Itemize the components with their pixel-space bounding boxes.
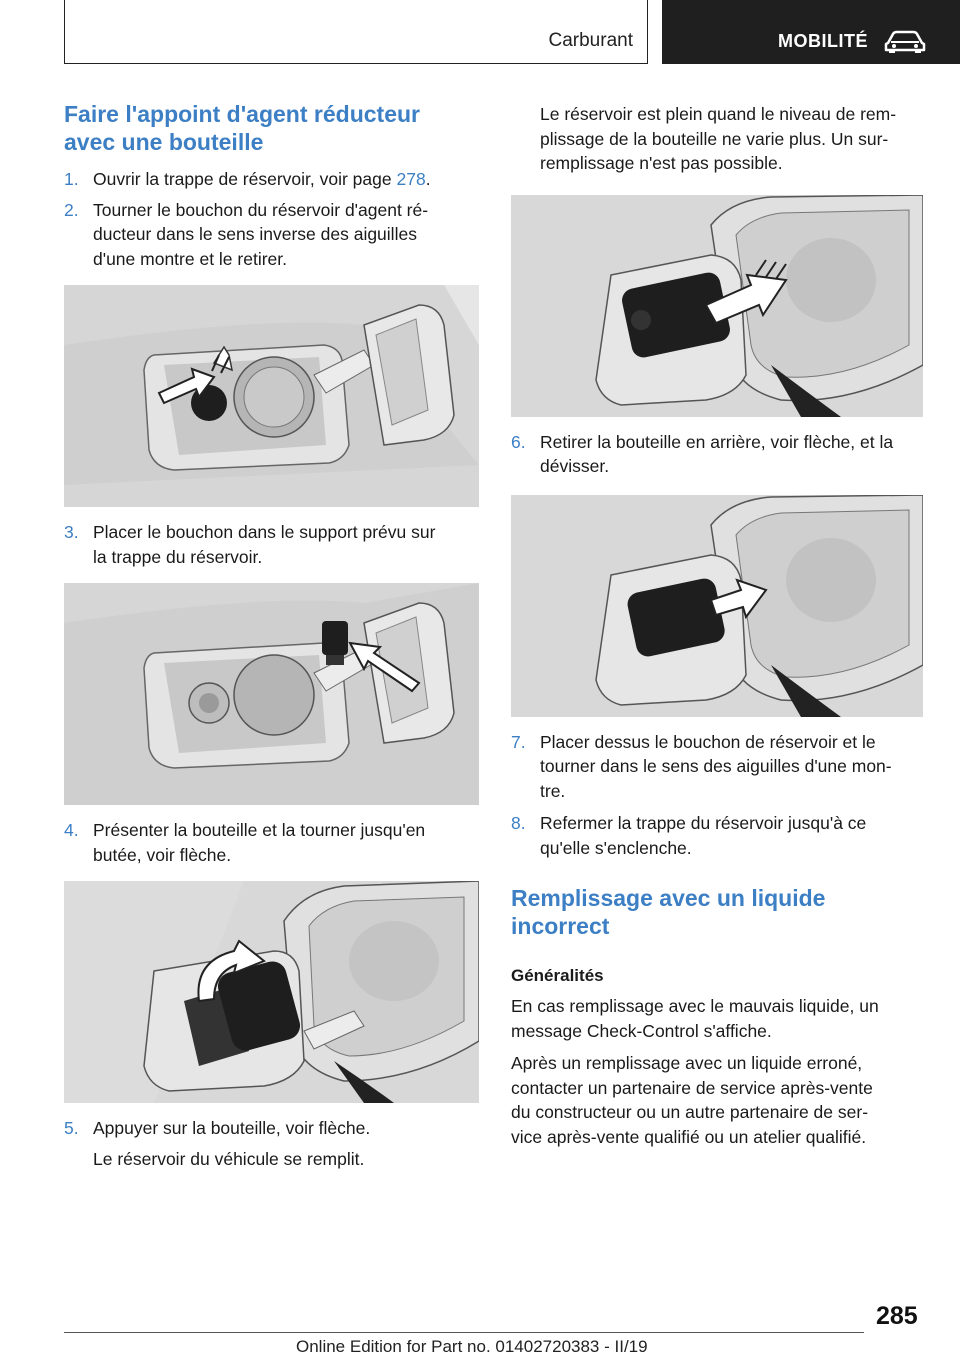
- step-5-result: Le réservoir du véhicule se remplit.: [93, 1148, 365, 1169]
- step-text: Ouvrir la trappe de réservoir, voir page: [93, 169, 397, 189]
- step-number: 3.: [64, 522, 79, 542]
- step-number: 4.: [64, 820, 79, 840]
- footer-edition: Online Edition for Part no. 01402720383 - II/19: [296, 1337, 648, 1356]
- paragraph-contact-service: Après un remplissage avec un liquide erroné, contacter un partenaire de service après-vente du constructeur ou un autre partenaire de ser‐ vice après-vente qualifié ou un atelier qualifié.: [511, 1053, 873, 1147]
- subheading-general: Généralités: [511, 966, 604, 985]
- step-2: 2. Tourner le bouchon du réservoir d'agent ré‐ ducteur dans le sens inverse des aiguilles d'une montre et le retirer.: [64, 199, 429, 269]
- section-title-refill: Faire l'appoint d'agent réducteur avec une bouteille: [64, 101, 420, 155]
- step-6: 6. Retirer la bouteille en arrière, voir flèche, et la dévisser.: [511, 431, 894, 476]
- right-column: [511, 102, 926, 1149]
- step-5: 5. Appuyer sur la bouteille, voir flèche.: [64, 1116, 479, 1141]
- figure-cap-in-holder: [64, 583, 479, 805]
- header-section-title: Carburant: [548, 30, 633, 51]
- paragraph-check-control: En cas remplissage avec le mauvais liquide, un message Check-Control s'affiche.: [511, 996, 879, 1041]
- intro-full-tank: Le réservoir est plein quand le niveau de rem‐ plissage de la bouteille ne varie plus. Un sur‐ remplissage n'est pas possible.: [540, 104, 897, 173]
- step-7: 7. Placer dessus le bouchon de réservoir et le tourner dans le sens des aiguilles d'une mon‐ tre.: [511, 731, 892, 801]
- step-1: 1. Ouvrir la trappe de réservoir, voir page 278.: [64, 167, 479, 192]
- figure-remove-bottle: [511, 495, 923, 717]
- step-number: 7.: [511, 731, 526, 752]
- figure-unscrew-cap: [64, 285, 479, 507]
- step-number: 8.: [511, 813, 526, 833]
- step-number: 6.: [511, 431, 526, 452]
- figure-press-bottle: [511, 195, 923, 417]
- step-4: 4. Présenter la bouteille et la tourner jusqu'en butée, voir flèche.: [64, 820, 426, 865]
- step-3: 3. Placer le bouchon dans le support prévu sur la trappe du réservoir.: [64, 522, 436, 567]
- figure-turn-bottle: [64, 881, 479, 1103]
- step-8: 8. Refermer la trappe du réservoir jusqu'à ce qu'elle s'enclenche.: [511, 813, 867, 858]
- page-number: 285: [876, 1302, 918, 1330]
- header-chapter-title: MOBILITÉ: [778, 31, 868, 51]
- footer-divider: [64, 1332, 864, 1333]
- car-icon: [884, 30, 926, 54]
- page-link[interactable]: 278: [396, 169, 426, 189]
- step-number: 1.: [64, 169, 79, 189]
- step-number: 2.: [64, 199, 79, 220]
- header-section-box: [64, 0, 648, 64]
- section-title-wrong-fluid: Remplissage avec un liquide incorrect: [511, 885, 826, 939]
- left-column: [64, 100, 479, 1171]
- step-number: 5.: [64, 1118, 79, 1138]
